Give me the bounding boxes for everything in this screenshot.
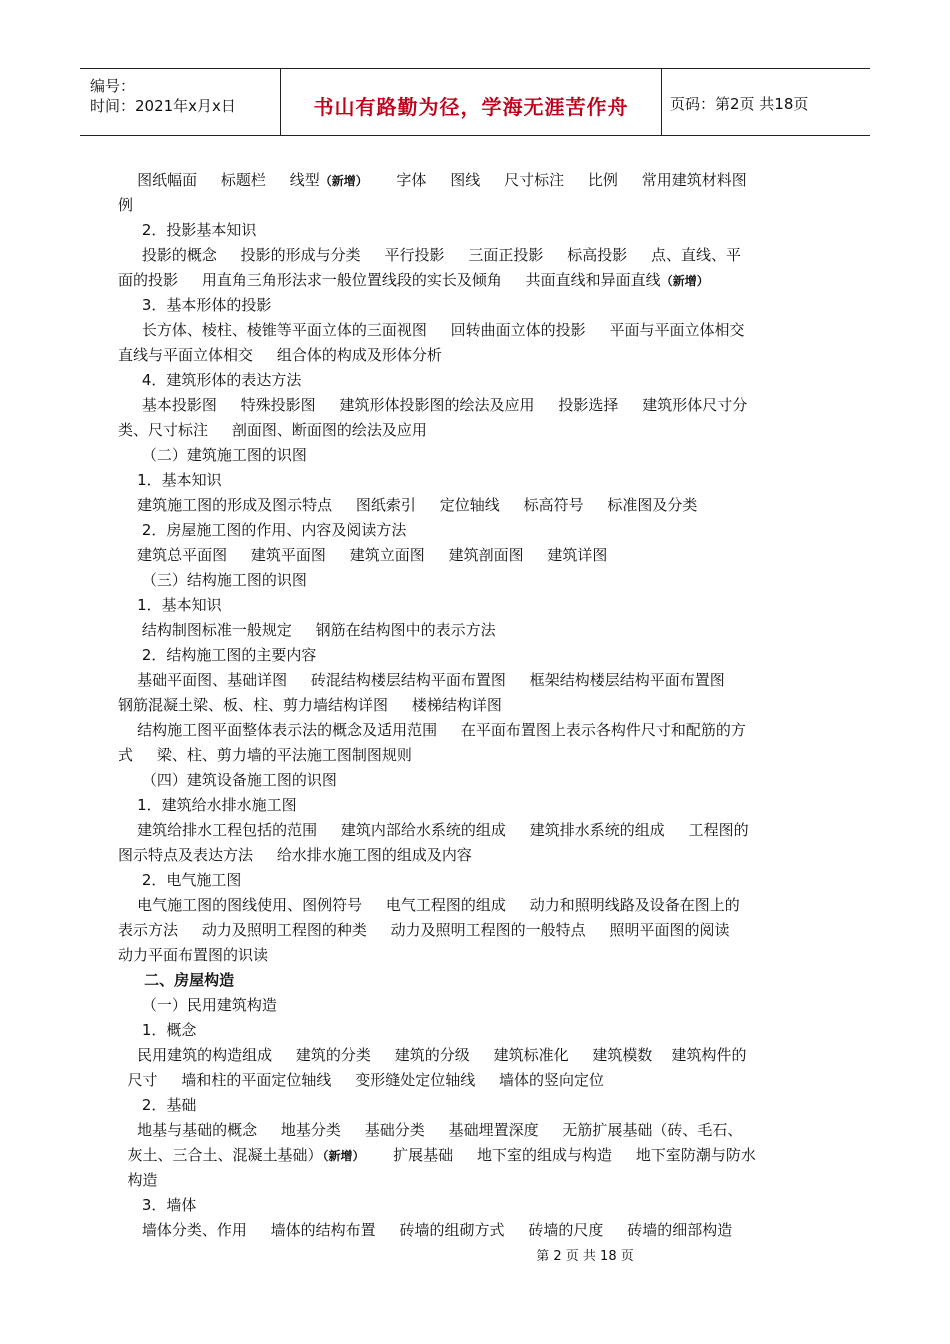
page-number-label: 页码：第2页 共18页 — [670, 95, 809, 113]
line-text: （二）建筑施工图的识图 — [118, 446, 307, 464]
header-page-cell — [662, 69, 870, 135]
text-line — [118, 543, 838, 568]
line-text: 墙体分类、作用 墙体的结构布置 砖墙的组砌方式 砖墙的尺度 砖墙的细部构造 — [118, 1221, 733, 1239]
text-line — [118, 1118, 838, 1143]
page-header — [80, 68, 870, 136]
line-text: 建筑给排水工程包括的范围 建筑内部给水系统的组成 建筑排水系统的组成 工程图的 — [118, 821, 749, 839]
line-text: 灰土、三合土、混凝土基础） — [118, 1146, 323, 1164]
line-text: 3．墙体 — [118, 1196, 197, 1214]
line-text: （四）建筑设备施工图的识图 — [118, 771, 337, 789]
text-line — [118, 218, 838, 243]
line-text: 构造 — [118, 1171, 158, 1189]
new-tag: （新增） — [660, 274, 709, 288]
line-text: 尺寸 墙和柱的平面定位轴线 变形缝处定位轴线 墙体的竖向定位 — [118, 1071, 605, 1089]
header-info-cell — [80, 69, 281, 135]
text-line — [118, 318, 838, 343]
line-text: （一）民用建筑构造 — [118, 996, 277, 1014]
text-line — [118, 418, 838, 443]
line-text: 2．投影基本知识 — [118, 221, 257, 239]
line-text-cont: 扩展基础 地下室的组成与构造 地下室防潮与防水 — [364, 1146, 756, 1164]
text-line — [118, 1018, 838, 1043]
line-text: 动力平面布置图的识读 — [118, 946, 269, 964]
line-text: 类、尺寸标注 剖面图、断面图的绘法及应用 — [118, 421, 427, 439]
line-text: 2．结构施工图的主要内容 — [118, 646, 317, 664]
text-line — [118, 468, 838, 493]
text-line — [118, 643, 838, 668]
text-line — [118, 568, 838, 593]
text-line — [118, 1068, 838, 1093]
text-line — [118, 368, 838, 393]
page-footer: 第 2 页 共 18 页 — [536, 1249, 634, 1264]
text-line — [118, 518, 838, 543]
text-line — [118, 268, 838, 293]
line-text: 地基与基础的概念 地基分类 基础分类 基础埋置深度 无筋扩展基础（砖、毛石、 — [118, 1121, 743, 1139]
text-line — [118, 668, 838, 693]
new-tag: （新增） — [322, 1149, 365, 1163]
line-text: 二、房屋构造 — [118, 971, 235, 989]
line-text: 图纸幅面 标题栏 线型 — [118, 171, 320, 189]
text-line — [118, 918, 838, 943]
text-line — [118, 293, 838, 318]
line-text: 面的投影 用直角三角形法求一般位置线段的实长及倾角 共面直线和异面直线 — [118, 271, 661, 289]
text-line — [118, 493, 838, 518]
text-line — [118, 868, 838, 893]
line-text: 基本投影图 特殊投影图 建筑形体投影图的绘法及应用 投影选择 建筑形体尺寸分 — [118, 396, 748, 414]
motto-text: 书山有路勤为径，学海无涯苦作舟 — [313, 95, 629, 119]
new-tag: （新增） — [319, 174, 368, 188]
text-line — [118, 1043, 838, 1068]
line-text: 钢筋混凝土梁、板、柱、剪力墙结构详图 楼梯结构详图 — [118, 696, 502, 714]
text-line — [118, 768, 838, 793]
text-line — [118, 818, 838, 843]
line-text: 表示方法 动力及照明工程图的种类 动力及照明工程图的一般特点 照明平面图的阅读 — [118, 921, 730, 939]
line-text: （三）结构施工图的识图 — [118, 571, 307, 589]
text-line — [118, 243, 838, 268]
text-line — [118, 593, 838, 618]
line-text: 3．基本形体的投影 — [118, 296, 272, 314]
line-text: 长方体、棱柱、棱锥等平面立体的三面视图 回转曲面立体的投影 平面与平面立体相交 — [118, 321, 745, 339]
header-motto-cell — [281, 69, 662, 135]
text-line — [118, 168, 838, 193]
text-line — [118, 1168, 838, 1193]
line-text: 2．房屋施工图的作用、内容及阅读方法 — [118, 521, 407, 539]
line-text: 直线与平面立体相交 组合体的构成及形体分析 — [118, 346, 442, 364]
line-text-cont: 字体 图线 尺寸标注 比例 常用建筑材料图 — [367, 171, 747, 189]
text-line — [118, 993, 838, 1018]
line-text: 结构施工图平面整体表示法的概念及适用范围 在平面布置图上表示各构件尺寸和配筋的方 — [118, 721, 746, 739]
line-text: 民用建筑的构造组成 建筑的分类 建筑的分级 建筑标准化 建筑模数 建筑构件的 — [118, 1046, 747, 1064]
line-text: 图示特点及表达方法 给水排水施工图的组成及内容 — [118, 846, 472, 864]
text-line — [118, 343, 838, 368]
number-label: 编号： — [90, 77, 136, 95]
line-text: 1．概念 — [118, 1021, 197, 1039]
line-text: 电气施工图的图线使用、图例符号 电气工程图的组成 动力和照明线路及设备在图上的 — [118, 896, 740, 914]
text-line — [118, 893, 838, 918]
text-line — [118, 843, 838, 868]
line-text: 4．建筑形体的表达方法 — [118, 371, 302, 389]
text-line — [118, 443, 838, 468]
document-body — [118, 168, 838, 1243]
text-line — [118, 718, 838, 743]
line-text: 2．电气施工图 — [118, 871, 242, 889]
line-text: 结构制图标准一般规定 钢筋在结构图中的表示方法 — [118, 621, 496, 639]
text-line — [118, 193, 838, 218]
line-text: 2．基础 — [118, 1096, 197, 1114]
line-text: 例 — [118, 196, 134, 214]
line-text: 1．建筑给水排水施工图 — [118, 796, 297, 814]
text-line — [118, 1193, 838, 1218]
line-text: 基础平面图、基础详图 砖混结构楼层结构平面布置图 框架结构楼层结构平面布置图 — [118, 671, 725, 689]
line-text: 1．基本知识 — [118, 471, 222, 489]
line-text: 建筑施工图的形成及图示特点 图纸索引 定位轴线 标高符号 标准图及分类 — [118, 496, 698, 514]
section-heading — [118, 968, 838, 993]
line-text: 投影的概念 投影的形成与分类 平行投影 三面正投影 标高投影 点、直线、平 — [118, 246, 742, 264]
text-line — [118, 1143, 838, 1168]
text-line — [118, 693, 838, 718]
line-text: 建筑总平面图 建筑平面图 建筑立面图 建筑剖面图 建筑详图 — [118, 546, 608, 564]
text-line — [118, 743, 838, 768]
text-line — [118, 618, 838, 643]
text-line — [118, 1093, 838, 1118]
text-line — [118, 393, 838, 418]
text-line — [118, 793, 838, 818]
time-label: 时间：2021年x月x日 — [90, 97, 236, 115]
text-line — [118, 1218, 838, 1243]
line-text: 式 梁、柱、剪力墙的平法施工图制图规则 — [118, 746, 412, 764]
line-text: 1．基本知识 — [118, 596, 222, 614]
text-line — [118, 943, 838, 968]
